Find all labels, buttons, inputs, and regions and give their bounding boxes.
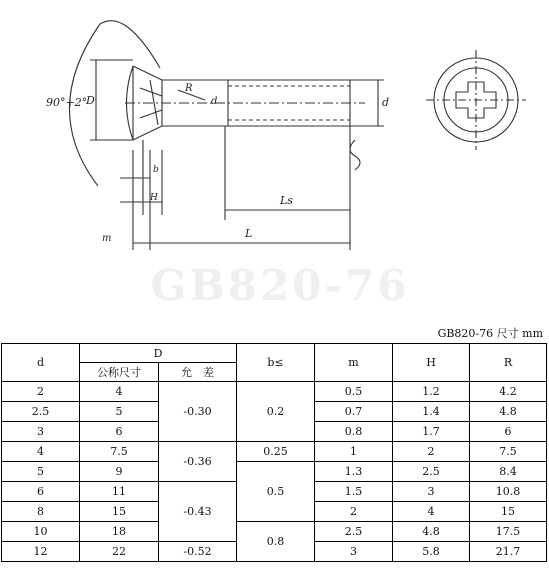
header-D: D [80,344,237,363]
header-H: H [393,344,470,382]
cell-H: 5.8 [393,542,470,562]
extension-lines [133,126,350,250]
cell-H: 4.8 [393,522,470,542]
cell-b: 0.8 [237,522,315,562]
table-row [2,522,547,542]
cell-d: 5 [2,462,80,482]
label-m: m [102,233,112,244]
header-D-nominal: 公称尺寸 [80,363,159,382]
cell-m: 1.3 [315,462,393,482]
cell-R: 10.8 [470,482,547,502]
cell-D-nominal: 4 [80,382,159,402]
header-b: b≤ [237,344,315,382]
end-view-centre-lines [426,50,526,150]
cell-tolerance: -0.52 [159,542,237,562]
cell-D-nominal: 11 [80,482,159,502]
cell-H: 1.2 [393,382,470,402]
dimensions-table [1,343,547,562]
cell-b: 0.2 [237,382,315,442]
cell-m: 1 [315,442,393,462]
cell-R: 7.5 [470,442,547,462]
table-row [2,442,547,462]
cell-m: 3 [315,542,393,562]
cell-b: 0.5 [237,462,315,522]
table-row [2,462,547,482]
break-symbol [350,140,360,170]
cell-H: 1.4 [393,402,470,422]
cell-D-nominal: 9 [80,462,159,482]
cell-H: 3 [393,482,470,502]
cell-d: 6 [2,482,80,502]
cell-D-nominal: 22 [80,542,159,562]
cell-d: 8 [2,502,80,522]
cell-D-nominal: 5 [80,402,159,422]
cell-tolerance: -0.30 [159,382,237,442]
label-R: R [185,83,193,94]
header-D-tolerance: 允 差 [159,363,237,382]
cell-d: 2 [2,382,80,402]
cell-H: 1.7 [393,422,470,442]
cell-d: 3 [2,422,80,442]
cell-R: 6 [470,422,547,442]
cell-tolerance: -0.43 [159,482,237,542]
cell-m: 1.5 [315,482,393,502]
cell-m: 2 [315,502,393,522]
cell-d: 2.5 [2,402,80,422]
header-d: d [2,344,80,382]
cell-d: 10 [2,522,80,542]
cell-R: 15 [470,502,547,522]
watermark-text: GB820-76 [150,261,410,310]
cell-D-nominal: 7.5 [80,442,159,462]
cell-D-nominal: 6 [80,422,159,442]
label-H: H [150,193,158,203]
label-b: b [153,165,159,175]
cell-m: 0.7 [315,402,393,422]
label-L: L [245,227,253,240]
cell-d: 12 [2,542,80,562]
cell-b: 0.25 [237,442,315,462]
label-angle: 90°+2° [46,96,88,109]
cell-R: 8.4 [470,462,547,482]
cell-tolerance: -0.36 [159,442,237,482]
header-m: m [315,344,393,382]
cell-R: 21.7 [470,542,547,562]
cell-H: 2 [393,442,470,462]
cell-D-nominal: 18 [80,522,159,542]
cell-R: 4.2 [470,382,547,402]
cell-m: 2.5 [315,522,393,542]
cell-R: 17.5 [470,522,547,542]
cell-m: 0.8 [315,422,393,442]
cell-m: 0.5 [315,382,393,402]
label-d1: d [211,96,218,107]
label-Ls: Ls [280,194,293,207]
cell-D-nominal: 15 [80,502,159,522]
cell-H: 2.5 [393,462,470,482]
label-d: d [382,96,390,109]
cell-H: 4 [393,502,470,522]
table-row [2,382,547,402]
cell-R: 4.8 [470,402,547,422]
cell-d: 4 [2,442,80,462]
table-caption: GB820-76 尺寸 mm [437,327,543,340]
header-R: R [470,344,547,382]
label-D: D [86,94,95,107]
